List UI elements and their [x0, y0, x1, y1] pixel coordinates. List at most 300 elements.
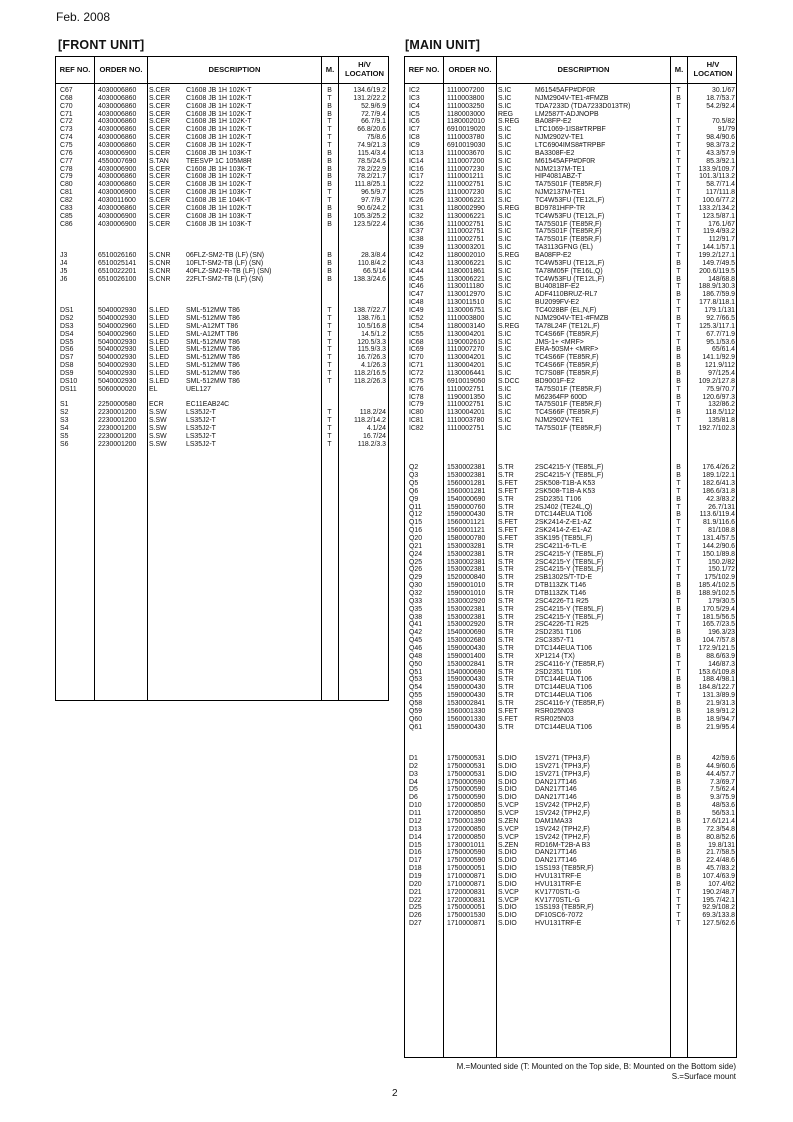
- ref-no-cell: C81: [60, 189, 73, 197]
- location-cell: 67.7/71.9: [706, 330, 735, 338]
- ref-no-cell: Q20: [409, 534, 423, 542]
- mounted-side-cell: T: [327, 126, 332, 134]
- location-cell: 118.2/26.3: [353, 377, 386, 385]
- description-cell: 2SC4215-Y (TE85L,F): [535, 464, 604, 472]
- table-row: [405, 763, 736, 771]
- order-no-cell: 1560001121: [447, 527, 485, 535]
- type-cell: S.VCP: [498, 810, 519, 818]
- type-cell: S.IC: [498, 291, 512, 299]
- ref-no-cell: D15: [409, 841, 422, 849]
- description-cell: C1608 JB 1H 102K-T: [186, 134, 252, 142]
- description-cell: DTC144EUA T106: [535, 723, 592, 731]
- description-cell: DTC144EUA T106: [535, 511, 592, 519]
- table-row: [405, 582, 736, 590]
- description-cell: DTB113ZK T146: [535, 582, 587, 590]
- description-cell: TA75S01F (TE85R,F): [535, 401, 602, 409]
- location-cell: 132/86.2: [708, 401, 735, 409]
- table-row: [405, 849, 736, 857]
- ref-no-cell: IC7: [409, 126, 420, 134]
- order-no-cell: 1750000531: [447, 770, 486, 778]
- order-no-cell: 5040002930: [98, 377, 137, 385]
- mounted-side-cell: T: [676, 87, 681, 94]
- ref-no-cell: IC17: [409, 173, 424, 181]
- table-row: [405, 87, 736, 95]
- location-cell: 179/30.5: [708, 597, 735, 605]
- type-cell: S.TR: [498, 582, 514, 590]
- location-cell: 118.5/112: [705, 409, 735, 417]
- location-cell: 144.1/57.1: [702, 244, 735, 252]
- description-cell: 1SV242 (TPH2,F): [535, 825, 590, 833]
- table-row: [56, 87, 388, 95]
- order-no-cell: 1180002010: [447, 252, 485, 260]
- order-no-cell: 1710000871: [447, 920, 486, 928]
- type-cell: S.TR: [498, 503, 514, 511]
- table-row: [405, 173, 736, 181]
- description-cell: 2SC4215-Y (TE85L,F): [535, 550, 604, 558]
- table-row: [405, 810, 736, 818]
- table-row: [405, 747, 736, 755]
- ref-no-cell: IC45: [409, 275, 424, 283]
- order-no-cell: 1110007230: [447, 165, 485, 173]
- table-row: [405, 614, 736, 622]
- location-cell: 146/87.3: [708, 660, 735, 668]
- mounted-side-cell: T: [676, 527, 681, 535]
- order-no-cell: 1750000590: [447, 857, 486, 865]
- table-row: [405, 739, 736, 747]
- description-cell: TC4W53FU (TE12L,F): [535, 212, 605, 220]
- description-cell: JMS-1+ <MRF>: [535, 338, 584, 346]
- location-cell: 131.2/22.2: [353, 94, 386, 102]
- location-cell: 195.7/42.1: [702, 896, 735, 904]
- location-cell: 138.7/6.1: [357, 314, 386, 322]
- description-cell: NJM2137M-TE1: [535, 165, 586, 173]
- mounted-side-cell: B: [327, 220, 332, 228]
- type-cell: S.SW: [149, 409, 167, 417]
- description-cell: TA78M05F (TE16L,Q): [535, 267, 603, 275]
- ref-no-cell: J5: [60, 267, 68, 275]
- location-cell: 97.7/9.7: [361, 197, 386, 205]
- description-cell: LS35J2-T: [186, 432, 216, 440]
- mounted-side-cell: B: [676, 762, 681, 770]
- location-cell: 81.9/116.6: [702, 519, 735, 527]
- description-cell: TC4W53FU (TE12L,F): [535, 275, 605, 283]
- location-cell: 72.7/9.4: [361, 110, 386, 118]
- order-no-cell: 1720000850: [447, 810, 486, 818]
- location-cell: 7.5/62.4: [710, 786, 735, 794]
- table-row: [56, 181, 388, 189]
- location-cell: 189.1/22.1: [702, 472, 735, 480]
- order-no-cell: 1560001281: [447, 479, 486, 487]
- mounted-side-cell: T: [676, 267, 681, 275]
- table-row: [405, 221, 736, 229]
- table-row: [405, 236, 736, 244]
- description-cell: SML-512MW T86: [186, 354, 240, 362]
- order-no-cell: 1110007200: [447, 87, 485, 94]
- order-no-cell: 4030006860: [98, 118, 137, 126]
- type-cell: S.IC: [498, 236, 512, 244]
- mounted-side-cell: T: [676, 896, 681, 904]
- mounted-side-cell: B: [327, 87, 332, 94]
- description-cell: 2SC4215-Y (TE85L,F): [535, 605, 604, 613]
- mounted-side-cell: T: [327, 94, 332, 102]
- ref-no-cell: IC13: [409, 149, 424, 157]
- location-cell: 107.4/62: [708, 880, 735, 888]
- mounted-side-cell: B: [676, 786, 681, 794]
- table-row: [405, 111, 736, 119]
- type-cell: S.IC: [498, 126, 512, 134]
- location-cell: 188.4/98.1: [702, 676, 735, 684]
- description-cell: C1608 JB 1H 103K-T: [186, 149, 252, 157]
- type-cell: S.CER: [149, 87, 171, 94]
- mounted-side-cell: T: [327, 346, 332, 354]
- type-cell: S.SW: [149, 440, 167, 448]
- document-date: Feb. 2008: [56, 10, 111, 24]
- mounted-side-cell: T: [676, 550, 681, 558]
- location-cell: 165.7/23.5: [702, 621, 735, 629]
- order-no-cell: 1560001121: [447, 519, 485, 527]
- location-cell: 30.1/67: [712, 87, 735, 94]
- location-cell: 72.3/54.8: [706, 825, 735, 833]
- description-cell: TEESVP 1C 105M8R: [186, 157, 252, 165]
- type-cell: S.REG: [498, 252, 520, 260]
- description-cell: 2SK2414-Z-E1-AZ: [535, 519, 592, 527]
- description-cell: 2SB1302S/T-TD-E: [535, 574, 593, 582]
- mounted-side-cell: T: [327, 338, 332, 346]
- description-cell: BA08FP-E2: [535, 118, 572, 126]
- description-cell: TDA7233D (TDA7233D013TR): [535, 102, 631, 110]
- order-no-cell: 2230001200: [98, 417, 137, 425]
- mounted-side-cell: T: [676, 558, 681, 566]
- description-cell: BA08FP-E2: [535, 252, 572, 260]
- ref-no-header: REF NO.: [59, 64, 91, 74]
- ref-no-cell: DS8: [60, 362, 74, 370]
- ref-no-cell: Q29: [409, 574, 423, 582]
- order-no-cell: 1530002841: [447, 660, 486, 668]
- type-cell: S.IC: [498, 142, 512, 150]
- mounted-side-cell: T: [327, 330, 332, 338]
- description-cell: SML-512MW T86: [186, 377, 240, 385]
- description-cell: TA75S01F (TE85R,F): [535, 424, 602, 432]
- type-cell: S.TAN: [149, 157, 169, 165]
- type-cell: S.IC: [498, 157, 512, 165]
- mounted-side-cell: B: [676, 409, 681, 417]
- location-cell: 105.3/25.2: [353, 212, 386, 220]
- location-cell: 88.6/63.9: [706, 652, 735, 660]
- order-no-cell: 1750000590: [447, 786, 486, 794]
- table-row: [56, 417, 388, 425]
- main-unit-title: [MAIN UNIT]: [405, 38, 481, 52]
- table-row: [405, 488, 736, 496]
- order-no-cell: 1750000590: [447, 778, 486, 786]
- type-cell: S.CER: [149, 197, 171, 205]
- ref-no-cell: D17: [409, 857, 422, 865]
- mounted-side-cell: B: [676, 810, 681, 818]
- mounted-side-cell: T: [676, 228, 681, 236]
- location-cell: 117/111.8: [705, 189, 735, 197]
- ref-no-cell: Q6: [409, 487, 419, 495]
- ref-no-cell: IC36: [409, 220, 424, 228]
- description-cell: TC4W53FU (TE12L,F): [535, 197, 605, 205]
- description-cell: SML-A12MT T86: [186, 322, 239, 330]
- description-cell: DTC144EUA T106: [535, 676, 592, 684]
- location-cell: 109.2/127.8: [698, 377, 735, 385]
- order-no-cell: 5060000020: [98, 385, 137, 393]
- type-cell: S.TR: [498, 605, 514, 613]
- table-row: [405, 394, 736, 402]
- order-no-cell: 2230001200: [98, 424, 137, 432]
- description-cell: RD16M-T2B-A B3: [535, 841, 591, 849]
- table-row: [56, 158, 388, 166]
- description-header: DESCRIPTION: [496, 57, 670, 83]
- mounted-side-cell: B: [676, 849, 681, 857]
- table-row: [405, 873, 736, 881]
- table-row: [56, 103, 388, 111]
- ref-no-cell: Q25: [409, 558, 423, 566]
- type-cell: S.REG: [498, 118, 520, 126]
- mounted-side-cell: B: [676, 872, 681, 880]
- description-cell: DAN217T146: [535, 786, 577, 794]
- ref-no-cell: C74: [60, 134, 73, 142]
- table-row: [405, 189, 736, 197]
- order-no-cell: 5040002930: [98, 338, 137, 346]
- mounted-side-cell: B: [327, 157, 332, 165]
- location-cell: 16.7/26.3: [357, 354, 386, 362]
- order-no-cell: 1530002381: [447, 558, 486, 566]
- location-cell: 48/53.6: [712, 802, 735, 810]
- mounted-side-cell: T: [676, 322, 681, 330]
- order-no-cell: 1580000780: [447, 534, 486, 542]
- table-row: [405, 205, 736, 213]
- location-cell: 150.1/89.8: [702, 550, 735, 558]
- table-row: [405, 511, 736, 519]
- ref-no-cell: D18: [409, 865, 422, 873]
- description-cell: 1SV271 (TPH3,F): [535, 755, 590, 763]
- mounted-side-cell: T: [676, 204, 681, 212]
- description-cell: HVU131TRF-E: [535, 880, 582, 888]
- order-no-cell: 4030006860: [98, 102, 137, 110]
- table-row: [56, 95, 388, 103]
- main-rows: [405, 87, 736, 928]
- footnote-mounted-side: M.=Mounted side (T: Mounted on the Top side, B: Mounted on the Bottom side): [456, 1062, 736, 1071]
- mounted-side-cell: B: [676, 652, 681, 660]
- ref-no-cell: DS9: [60, 369, 74, 377]
- order-no-cell: 1750000051: [447, 904, 486, 912]
- location-cell: 74.9/21.3: [357, 142, 386, 150]
- mounted-side-cell: T: [676, 534, 681, 542]
- description-cell: KV1770STL-G: [535, 888, 580, 896]
- order-no-cell: 1720000850: [447, 833, 486, 841]
- ref-no-cell: D13: [409, 825, 422, 833]
- type-cell: S.CER: [149, 165, 171, 173]
- description-cell: NJM2904V-TE1-#FMZB: [535, 94, 609, 102]
- type-cell: S.CER: [149, 149, 171, 157]
- type-cell: S.VCP: [498, 888, 519, 896]
- mounted-side-cell: B: [676, 346, 681, 354]
- order-no-cell: 6510025141: [98, 259, 137, 267]
- type-cell: S.FET: [498, 519, 518, 527]
- mounted-side-cell: B: [676, 770, 681, 778]
- table-row: [56, 142, 388, 150]
- location-cell: 92.9/108.2: [702, 904, 735, 912]
- description-cell: TA75S01F (TE85R,F): [535, 220, 602, 228]
- description-cell: 3SK195 (TE85L,F): [535, 534, 593, 542]
- type-cell: S.IC: [498, 134, 512, 142]
- ref-no-cell: D11: [409, 810, 422, 818]
- location-cell: 176.1/67: [708, 220, 735, 228]
- order-no-cell: 4030006860: [98, 134, 137, 142]
- order-no-cell: 1110002751: [447, 228, 485, 236]
- location-cell: 69.3/133.8: [702, 912, 735, 920]
- ref-no-cell: IC2: [409, 87, 420, 94]
- ref-no-cell: Q35: [409, 605, 423, 613]
- description-cell: SML-A12MT T86: [186, 330, 239, 338]
- order-no-cell: 4030006860: [98, 181, 137, 189]
- ref-no-cell: C77: [60, 157, 73, 165]
- type-cell: S.IC: [498, 401, 512, 409]
- footnote-surface-mount: S.=Surface mount: [671, 1072, 736, 1081]
- ref-no-cell: Q11: [409, 503, 422, 511]
- ref-no-cell: C85: [60, 212, 73, 220]
- ref-no-cell: IC52: [409, 314, 424, 322]
- table-row: [56, 134, 388, 142]
- order-no-cell: 1110003780: [447, 417, 485, 425]
- order-no-cell: 1530002920: [447, 621, 486, 629]
- table-row: [56, 425, 388, 433]
- table-row: [56, 346, 388, 354]
- order-no-cell: 1130004201: [447, 409, 485, 417]
- table-row: [405, 708, 736, 716]
- type-cell: S.CER: [149, 220, 171, 228]
- description-cell: M62364FP 600D: [535, 393, 587, 401]
- type-cell: S.SW: [149, 424, 167, 432]
- ref-no-cell: Q12: [409, 511, 423, 519]
- mounted-side-cell: B: [327, 149, 332, 157]
- order-no-cell: 1750000590: [447, 794, 486, 802]
- type-cell: S.DIO: [498, 786, 517, 794]
- order-no-cell: 4030006860: [98, 94, 137, 102]
- location-cell: 138.3/24.6: [353, 275, 386, 283]
- description-cell: RSR025N03: [535, 715, 574, 723]
- type-cell: S.TR: [498, 558, 514, 566]
- type-cell: S.TR: [498, 652, 514, 660]
- location-cell: 133.9/109.7: [698, 165, 735, 173]
- location-cell: 199.2/127.1: [698, 252, 735, 260]
- ref-no-cell: DS6: [60, 346, 74, 354]
- type-cell: S.IC: [498, 197, 512, 205]
- description-cell: C1608 JB 1H 102K-T: [186, 181, 252, 189]
- ref-no-cell: IC75: [409, 377, 424, 385]
- ref-no-cell: D1: [409, 755, 418, 763]
- order-no-cell: 1750000531: [447, 762, 486, 770]
- description-cell: 1SV242 (TPH2,F): [535, 833, 590, 841]
- order-no-cell: 1530002381: [447, 613, 486, 621]
- mounted-side-cell: B: [676, 880, 681, 888]
- order-no-cell: 1720000831: [447, 888, 486, 896]
- table-row: [405, 472, 736, 480]
- description-cell: BU2099FV-E2: [535, 299, 580, 307]
- mounted-side-cell: B: [676, 833, 681, 841]
- location-cell: 118.2/24: [359, 409, 386, 417]
- type-cell: S.VCP: [498, 896, 519, 904]
- table-row: [405, 276, 736, 284]
- ref-no-cell: Q55: [409, 692, 423, 700]
- order-no-cell: 6510026160: [98, 252, 137, 260]
- type-cell: S.CER: [149, 142, 171, 150]
- order-no-cell: 1110002751: [447, 385, 485, 393]
- table-row: [405, 339, 736, 347]
- location-cell: 127.5/62.6: [702, 920, 735, 928]
- order-no-cell: 1110003800: [447, 94, 485, 102]
- description-cell: RSR025N03: [535, 707, 574, 715]
- location-cell: 182.6/41.3: [702, 479, 735, 487]
- table-row: [405, 637, 736, 645]
- order-no-cell: 6910019050: [447, 377, 486, 385]
- table-row: [405, 645, 736, 653]
- ref-no-cell: IC8: [409, 134, 420, 142]
- order-no-cell: 4030006860: [98, 204, 137, 212]
- order-no-cell: 1110003670: [447, 149, 485, 157]
- type-cell: S.IC: [498, 220, 512, 228]
- mounted-side-cell: T: [676, 142, 681, 150]
- ref-no-cell: IC76: [409, 385, 424, 393]
- type-cell: S.CER: [149, 134, 171, 142]
- mounted-side-cell: B: [327, 165, 332, 173]
- location-cell: 100.6/77.2: [702, 197, 735, 205]
- table-row: [56, 323, 388, 331]
- order-no-header: ORDER NO.: [94, 57, 147, 83]
- table-row: [405, 519, 736, 527]
- table-row: [56, 283, 388, 291]
- type-cell: S.IC: [498, 94, 512, 102]
- ref-no-cell: Q45: [409, 637, 423, 645]
- mounted-side-cell: T: [327, 409, 332, 417]
- description-cell: C1608 JB 1H 102K-T: [186, 142, 252, 150]
- type-cell: S.TR: [498, 660, 514, 668]
- type-cell: S.FET: [498, 715, 518, 723]
- type-cell: ECR: [149, 401, 164, 409]
- table-row: [405, 527, 736, 535]
- table-row: [405, 126, 736, 134]
- location-cell: 91/79: [717, 126, 735, 134]
- type-cell: S.IC: [498, 275, 512, 283]
- description-cell: NJM2902V-TE1: [535, 134, 584, 142]
- table-row: [405, 834, 736, 842]
- location-cell: 19.8/131: [708, 841, 735, 849]
- table-row: [56, 197, 388, 205]
- location-cell: 92.7/66.5: [706, 314, 735, 322]
- table-row: [405, 496, 736, 504]
- order-no-cell: 1110002751: [447, 401, 485, 409]
- description-cell: 10FLT-SM2-TB (LF) (SN): [186, 259, 264, 267]
- description-cell: LS35J2-T: [186, 409, 216, 417]
- description-cell: 2SC4226-T1 R25: [535, 597, 589, 605]
- order-no-cell: 4030006860: [98, 126, 137, 134]
- table-body: [405, 84, 736, 1057]
- mounted-side-cell: B: [327, 252, 332, 260]
- table-row: [56, 394, 388, 402]
- location-cell: 44.4/57.7: [706, 770, 735, 778]
- table-row: [405, 794, 736, 802]
- type-cell: S.CER: [149, 94, 171, 102]
- order-no-cell: 1110003250: [447, 102, 485, 110]
- mounted-side-cell: B: [676, 715, 681, 723]
- ref-no-cell: C76: [60, 149, 73, 157]
- description-cell: C1608 JB 1H 103K-T: [186, 165, 252, 173]
- table-row: [405, 268, 736, 276]
- mounted-side-cell: B: [676, 362, 681, 370]
- ref-no-cell: C70: [60, 102, 73, 110]
- mounted-side-cell: B: [676, 495, 681, 503]
